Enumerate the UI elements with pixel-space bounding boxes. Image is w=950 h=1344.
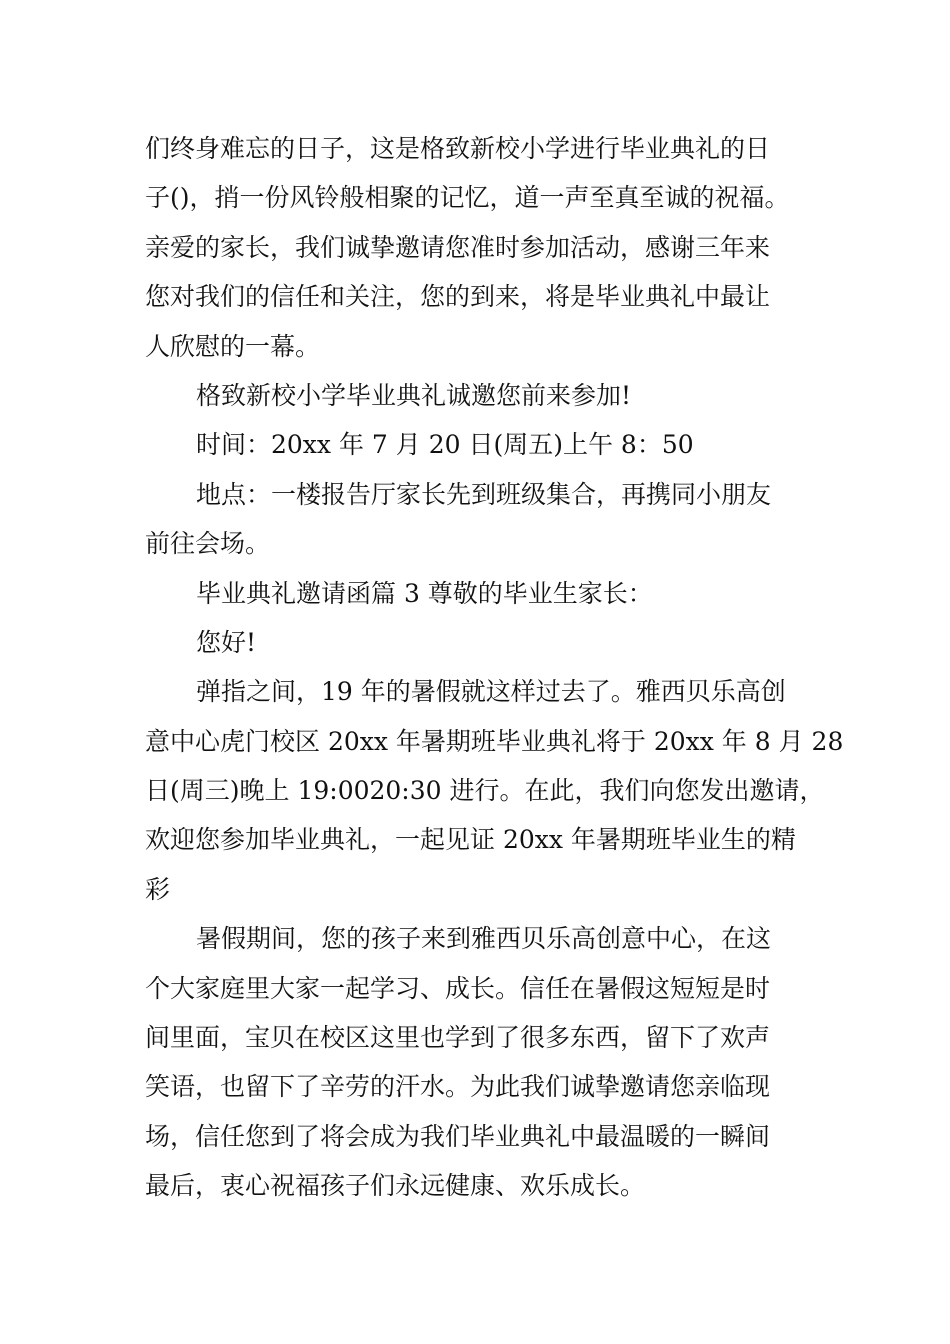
text-line: 日(周三)晚上 19:0020:30 进行。在此，我们向您发出邀请，	[145, 776, 825, 806]
text-line: 最后，衷心祝福孩子们永远健康、欢乐成长。	[145, 1171, 646, 1201]
text-line: 地点：一楼报告厅家长先到班级集合，再携同小朋友	[196, 479, 772, 509]
paragraph	[145, 124, 815, 371]
text-line: 们终身难忘的日子，这是格致新校小学进行毕业典礼的日	[145, 134, 771, 163]
document-body	[145, 124, 844, 1211]
paragraph	[145, 371, 815, 420]
paragraph	[145, 420, 815, 469]
text-line: 彩	[145, 874, 171, 904]
text-line: 您对我们的信任和关注，您的到来，将是毕业典礼中最让	[145, 282, 771, 312]
paragraph	[145, 618, 815, 667]
text-line: 您好!	[196, 627, 257, 657]
text-line: 场，信任您到了将会成为我们毕业典礼中最温暖的一瞬间	[145, 1121, 771, 1151]
text-line: 个大家庭里大家一起学习、成长。信任在暑假这短短是时	[145, 973, 771, 1003]
paragraph	[145, 569, 815, 618]
paragraph	[145, 667, 844, 914]
text-line: 间里面，宝贝在校区这里也学到了很多东西，留下了欢声	[145, 1023, 771, 1053]
text-line: 人欣慰的一幕。	[145, 331, 321, 361]
text-line: 欢迎您参加毕业典礼，一起见证 20xx 年暑期班毕业生的精	[145, 825, 796, 855]
text-line: 格致新校小学毕业典礼诚邀您前来参加!	[196, 380, 632, 410]
text-line: 亲爱的家长，我们诚挚邀请您准时参加活动，感谢三年来	[145, 232, 771, 262]
text-line: 时间：20xx 年 7 月 20 日(周五)上午 8：50	[196, 430, 694, 460]
text-line: 毕业典礼邀请函篇 3 尊敬的毕业生家长：	[196, 578, 653, 608]
text-line: 子()，捎一份风铃般相聚的记忆，道一声至真至诚的祝福。	[145, 183, 790, 213]
text-line: 暑假期间，您的孩子来到雅西贝乐高创意中心，在这	[196, 924, 772, 954]
text-line: 意中心虎门校区 20xx 年暑期班毕业典礼将于 20xx 年 8 月 28	[145, 726, 844, 756]
paragraph	[145, 914, 815, 1210]
text-line: 弹指之间，19 年的暑假就这样过去了。雅西贝乐高创	[196, 677, 786, 707]
paragraph	[145, 470, 815, 569]
text-line: 笑语，也留下了辛劳的汗水。为此我们诚挚邀请您亲临现	[145, 1072, 771, 1102]
text-line: 前往会场。	[145, 529, 271, 559]
